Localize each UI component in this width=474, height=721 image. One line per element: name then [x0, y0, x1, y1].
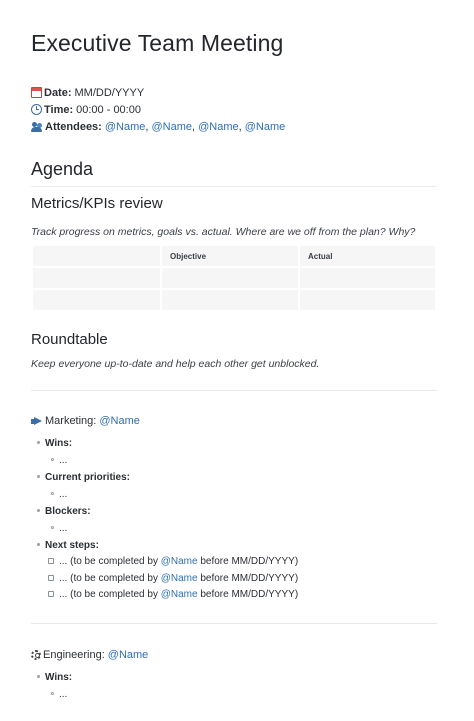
- table-header-cell[interactable]: Actual: [300, 246, 435, 266]
- roundtable-heading: Roundtable: [31, 331, 108, 348]
- next-steps-label: Next steps:: [45, 540, 99, 551]
- marketing-list: [31, 435, 437, 604]
- list-item[interactable]: ...: [45, 520, 437, 537]
- blockers-label: Blockers:: [45, 506, 91, 517]
- table-cell[interactable]: [162, 268, 298, 288]
- todo-text: ... (to be completed by: [59, 572, 158, 584]
- sub-list: [45, 486, 437, 503]
- kpi-table: [31, 244, 437, 312]
- wins-label: Wins:: [45, 671, 73, 683]
- todo-text: ... (to be completed by: [59, 589, 158, 600]
- roundtable-description: Keep everyone up-to-date and help each other get unblocked.: [31, 358, 320, 370]
- time-row: [31, 101, 437, 118]
- wins-label: Wins:: [45, 438, 73, 449]
- checkbox[interactable]: [48, 591, 54, 597]
- attendee-mention[interactable]: @Name: [104, 120, 146, 133]
- attendees-row: [31, 118, 437, 135]
- date-value[interactable]: MM/DD/YYYY: [74, 86, 145, 99]
- priorities-label: Current priorities:: [45, 472, 131, 483]
- table-cell[interactable]: [33, 290, 160, 310]
- engineering-list: [31, 669, 437, 703]
- calendar-icon: [31, 87, 42, 98]
- kpi-description: Track progress on metrics, goals vs. actual. Where are we off from the plan? Why?: [31, 226, 416, 238]
- engineering-section-title: [31, 647, 437, 663]
- todo-item: [45, 571, 437, 588]
- list-item: [31, 669, 437, 703]
- list-item: [31, 435, 437, 469]
- list-item[interactable]: ...: [45, 486, 437, 503]
- todo-text: ... (to be completed by: [59, 556, 158, 567]
- divider: [31, 623, 437, 624]
- megaphone-icon: [31, 417, 43, 426]
- time-value[interactable]: 00:00 - 00:00: [76, 103, 141, 116]
- todo-item: [45, 554, 437, 571]
- table-row: [33, 268, 435, 288]
- gear-icon: [31, 650, 41, 660]
- people-icon: [31, 121, 43, 132]
- time-label: Time:: [44, 103, 74, 116]
- list-item: [31, 503, 437, 537]
- owner-mention[interactable]: @Name: [107, 648, 149, 661]
- assignee-mention[interactable]: @Name: [160, 556, 198, 567]
- table-cell[interactable]: [300, 268, 435, 288]
- divider: [31, 390, 437, 391]
- assignee-mention[interactable]: @Name: [160, 589, 198, 600]
- attendee-separator: ,: [192, 120, 196, 133]
- table-cell[interactable]: [300, 290, 435, 310]
- checkbox[interactable]: [48, 575, 54, 581]
- page-title: Executive Team Meeting: [31, 30, 284, 56]
- table-header-row: [33, 246, 435, 266]
- list-item: [31, 537, 437, 604]
- kpi-heading: Metrics/KPIs review: [31, 195, 163, 212]
- section-name: Engineering:: [43, 648, 105, 661]
- checkbox[interactable]: [48, 558, 54, 564]
- marketing-section-title: [31, 413, 437, 429]
- attendees-label: Attendees:: [45, 120, 102, 133]
- attendee-mention[interactable]: @Name: [198, 120, 239, 133]
- list-item[interactable]: ...: [45, 452, 437, 469]
- attendee-separator: ,: [238, 120, 242, 133]
- sub-list: [45, 452, 437, 469]
- date-row: [31, 84, 437, 101]
- attendee-separator: ,: [145, 120, 149, 133]
- clock-icon: [31, 104, 42, 115]
- todo-deadline: before MM/DD/YYYY): [200, 589, 299, 600]
- owner-mention[interactable]: @Name: [99, 415, 140, 427]
- todo-item: [45, 587, 437, 604]
- date-label: Date:: [44, 86, 72, 99]
- table-row: [33, 290, 435, 310]
- todo-deadline: before MM/DD/YYYY): [200, 556, 299, 567]
- section-name: Marketing:: [45, 415, 97, 427]
- table-header-cell[interactable]: Objective: [162, 246, 298, 266]
- table-cell[interactable]: [162, 290, 298, 310]
- todo-deadline: before MM/DD/YYYY): [200, 572, 299, 584]
- attendee-mention[interactable]: @Name: [151, 120, 192, 133]
- list-item[interactable]: ...: [45, 686, 437, 703]
- sub-list: [45, 520, 437, 537]
- attendee-mention[interactable]: @Name: [244, 120, 286, 133]
- list-item: [31, 469, 437, 503]
- table-header-cell[interactable]: [33, 246, 160, 266]
- sub-list: [45, 686, 437, 703]
- meeting-meta: [31, 84, 437, 135]
- table-cell[interactable]: [33, 268, 160, 288]
- agenda-heading: Agenda: [31, 159, 437, 187]
- assignee-mention[interactable]: @Name: [160, 572, 198, 584]
- todo-list: [45, 554, 437, 604]
